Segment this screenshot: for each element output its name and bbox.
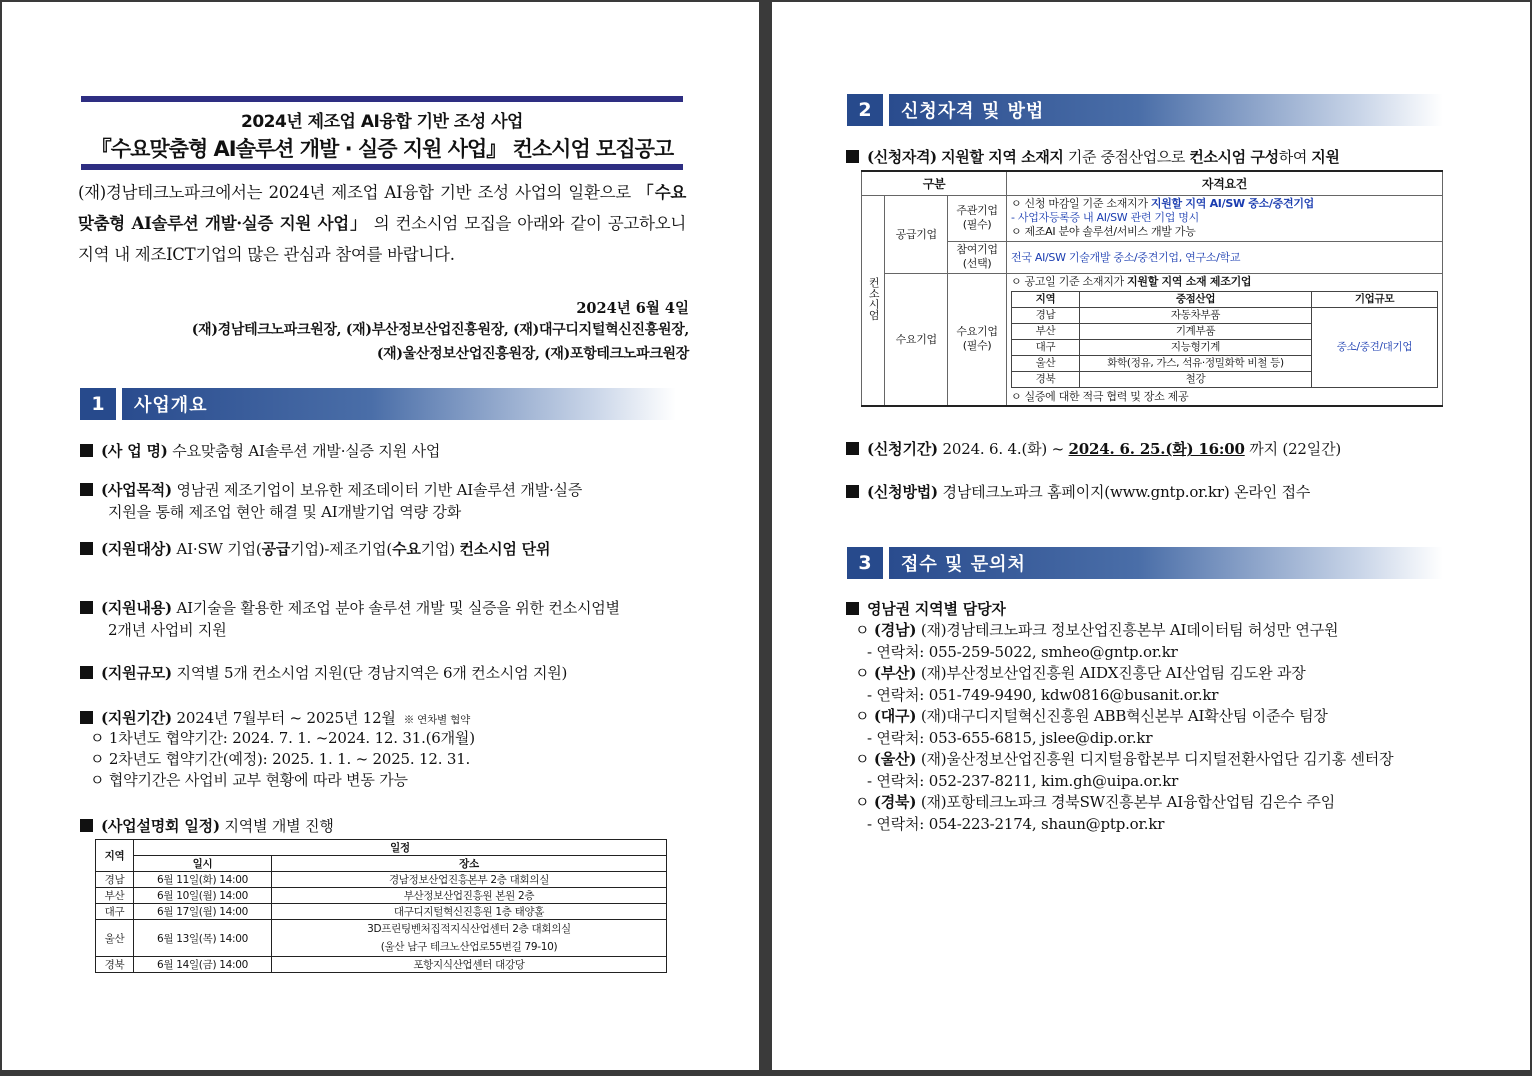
cell-region: 경북: [96, 957, 134, 973]
industry-table: [1011, 291, 1438, 388]
contact-info: - 연락처: 053-655-6815, jslee@dip.or.kr: [867, 728, 1153, 747]
cell-region: 경북: [1012, 371, 1080, 387]
req-text: - 사업자등록증 내 AI/SW 관련 기업 명시: [1011, 211, 1199, 224]
section-3-title: 접수 및 문의처: [889, 547, 1443, 579]
item-text: 수요맞춤형 AI솔루션 개발·실증 지원 사업: [172, 442, 441, 460]
contact-org: (재)포항테크노파크 경북SW진흥본부 AI융합산업팀 김은수 주임: [920, 793, 1336, 811]
deadline-text: 2024. 6. 25.(화) 16:00: [1068, 440, 1245, 458]
item-label: (지원대상): [101, 540, 172, 558]
section-1-number: 1: [80, 388, 116, 420]
list-item: ㅇ (경남) (재)경남테크노파크 정보산업진흥본부 AI데이터팀 허성만 연구원: [855, 621, 1339, 639]
title-top-rule: [81, 96, 683, 102]
qualification-table: [861, 170, 1443, 407]
item-apply-period: [846, 438, 1446, 460]
table-row: [96, 957, 667, 973]
item-project-name: [80, 440, 690, 462]
section-1-header: [80, 388, 676, 420]
inner-col-size: 기업규모: [1312, 291, 1438, 307]
item-label: (신청자격): [867, 148, 937, 166]
col-requirement-header: 자격요건: [1007, 171, 1443, 195]
cell-place: 경남정보산업진흥본부 2층 대회의실: [272, 872, 667, 888]
contact-region: (대구): [873, 707, 917, 725]
item-label: (사 업 명): [101, 442, 168, 460]
cell-region: 울산: [96, 920, 134, 957]
item-text: 2024. 6. 4.(화) ~: [942, 440, 1069, 458]
contact-org: (재)대구디지털혁신진흥원 ABB혁신본부 AI확산팀 이준수 팀장: [920, 707, 1328, 725]
participant-optional: (선택): [962, 257, 992, 270]
cell-place-line1: 3D프린팅벤처집적지식산업센터 2층 대회의실: [367, 923, 571, 935]
table-row: [96, 872, 667, 888]
contact-org: (재)울산정보산업진흥원 디지털융합본부 디지털전환사업단 김기홍 센터장: [920, 750, 1394, 768]
cell-industry: 자동차부품: [1080, 307, 1312, 323]
square-bullet-icon: [80, 483, 93, 496]
participant-requirement: 전국 AI/SW 기술개발 중소/중견기업, 연구소/학교: [1007, 241, 1443, 273]
demand-company-required: (필수): [962, 339, 992, 352]
cell-region: 경남: [96, 872, 134, 888]
item-text: 기업)-제조기업(: [290, 540, 393, 558]
req-text: ㅇ 제조AI 분야 솔루션/서비스 개발 가능: [1011, 225, 1196, 238]
item-text-bold: 컨소시엄 단위: [459, 540, 551, 558]
intro-text-2: 의 컨소시엄 모집을 아래와 같이 공고하오니 지역 내 제조ICT기업의 많은 관심과 참여를 바랍니다.: [78, 214, 686, 264]
briefing-schedule-table: [95, 839, 667, 973]
item-label: (지원기간): [101, 709, 172, 727]
item-apply-method: [846, 481, 1446, 503]
section-2-title: 신청자격 및 방법: [889, 94, 1443, 126]
item-briefing: [80, 815, 690, 837]
list-item: ㅇ (울산) (재)울산정보산업진흥원 디지털융합본부 디지털전환사업단 김기홍 센터장: [855, 750, 1394, 768]
list-item: ㅇ (대구) (재)대구디지털혁신진흥원 ABB혁신본부 AI확산팀 이준수 팀장: [855, 707, 1328, 725]
cell-datetime: 6월 14일(금) 14:00: [134, 957, 272, 973]
item-target: [80, 538, 690, 560]
square-bullet-icon: [80, 666, 93, 679]
cell-place: 대구디지털혁신진흥원 1층 태양홀: [272, 904, 667, 920]
cell-industry: 지능형기계: [1080, 339, 1312, 355]
contact-region: (경북): [873, 793, 917, 811]
intro-text-1: (재)경남테크노파크에서는 2024년 제조업 AI융합 기반 조성 사업의 일환으로: [78, 183, 631, 202]
section-2-number: 2: [847, 94, 883, 126]
req-text: ㅇ 공고일 기준 소재지가: [1011, 274, 1128, 288]
demand-company-text: 수요기업: [956, 325, 998, 338]
cell-datetime: 6월 13일(목) 14:00: [134, 920, 272, 957]
item-text: 지역별 5개 컨소시엄 지원(단 경남지역은 6개 컨소시엄 지원): [176, 664, 568, 682]
item-text: AI·SW 기업(: [176, 540, 262, 558]
cell-region: 울산: [1012, 355, 1080, 371]
cell-datetime: 6월 11일(화) 14:00: [134, 872, 272, 888]
cell-region: 대구: [96, 904, 134, 920]
cell-industry: 철강: [1080, 371, 1312, 387]
square-bullet-icon: [80, 601, 93, 614]
cell-place: 포항지식산업센터 대강당: [272, 957, 667, 973]
item-text-cont: 2개년 사업비 지원: [108, 621, 227, 639]
item-text-bold: 컨소시엄 구성: [1189, 148, 1279, 166]
list-item: ㅇ (경북) (재)포항테크노파크 경북SW진흥본부 AI융합산업팀 김은수 주임: [855, 793, 1336, 811]
contact-info: - 연락처: 051-749-9490, kdw0816@busanit.or.kr: [867, 685, 1219, 704]
demand-company-label: [948, 273, 1007, 406]
item-text-cont: 지원을 통해 제조업 현안 해결 및 AI개발기업 역량 강화: [108, 503, 461, 521]
section-2-header: [847, 94, 1443, 126]
doc-title-line1: 2024년 제조업 AI융합 기반 조성 사업: [241, 112, 523, 132]
item-label: (신청기간): [867, 440, 938, 458]
contact-info: - 연락처: 054-223-2174, shaun@ptp.or.kr: [867, 814, 1165, 833]
item-label: (사업설명회 일정): [101, 817, 220, 835]
col-region-header: 지역: [96, 840, 134, 872]
contact-info: - 연락처: 055-259-5022, smheo@gntp.or.kr: [867, 642, 1178, 661]
notice-signatories: [192, 318, 689, 366]
list-item: ㅇ (부산) (재)부산정보산업진흥원 AIDX진흥단 AI산업팀 김도완 과장: [855, 664, 1306, 682]
item-scale: [80, 662, 690, 684]
main-company-required: (필수): [962, 218, 992, 231]
item-label: (사업목적): [101, 481, 172, 499]
consortium-text: 컨소시엄: [867, 276, 881, 320]
table-row: [96, 904, 667, 920]
item-text-bold: 지원할 지역 소재지: [941, 148, 1064, 166]
cell-datetime: 6월 10일(월) 14:00: [134, 888, 272, 904]
item-text-bold: 공급: [261, 540, 291, 558]
section-3-number: 3: [847, 547, 883, 579]
item-text: 영남권 제조기업이 보유한 제조데이터 기반 AI솔루션 개발·실증: [176, 481, 583, 499]
square-bullet-icon: [80, 711, 93, 724]
doc-title-line2: 『수요맞춤형 AI솔루션 개발 · 실증 지원 사업』 컨소시엄 모집공고: [90, 137, 674, 161]
item-text: 기업): [420, 540, 455, 558]
cell-industry: 기계부품: [1080, 323, 1312, 339]
demand-label: 수요기업: [885, 273, 948, 406]
cell-industry: 화학(정유, 가스, 석유·정밀화학 비철 등): [1080, 355, 1312, 371]
section-1-title: 사업개요: [122, 388, 676, 420]
period-sub-2: ㅇ 2차년도 협약기간(예정): 2025. 1. 1. ~ 2025. 12. 31.: [90, 750, 471, 768]
item-text: 기준 중점산업으로: [1067, 148, 1185, 166]
table-row: [96, 920, 667, 957]
square-bullet-icon: [80, 444, 93, 457]
square-bullet-icon: [846, 150, 859, 163]
period-sub-3: ㅇ 협약기간은 사업비 교부 현황에 따라 변동 가능: [90, 771, 408, 789]
main-company-label: [948, 195, 1007, 241]
inner-col-industry: 중점산업: [1080, 291, 1312, 307]
req-text: ㅇ 신청 마감일 기준 소재지가: [1011, 197, 1151, 210]
square-bullet-icon: [846, 485, 859, 498]
col-place-header: 장소: [272, 856, 667, 872]
col-class-header: 구분: [862, 171, 1007, 195]
item-label: (지원규모): [101, 664, 172, 682]
col-datetime-header: 일시: [134, 856, 272, 872]
contact-region: (울산): [873, 750, 917, 768]
contact-org: (재)경남테크노파크 정보산업진흥본부 AI데이터팀 허성만 연구원: [920, 621, 1339, 639]
cell-region: 부산: [1012, 323, 1080, 339]
req-highlight: 지원할 지역 소재 제조기업: [1127, 274, 1252, 288]
cell-datetime: 6월 17일(월) 14:00: [134, 904, 272, 920]
item-text: 경남테크노파크 홈페이지(www.gntp.or.kr) 온라인 접수: [942, 483, 1311, 501]
contact-list: [855, 620, 1455, 835]
participant-text: 참여기업: [956, 243, 998, 256]
item-label: (신청방법): [867, 483, 938, 501]
item-text: 하여: [1278, 148, 1307, 166]
contact-info: - 연락처: 052-237-8211, kim.gh@uipa.or.kr: [867, 771, 1179, 790]
main-company-requirements: [1007, 195, 1443, 241]
cell-size: 중소/중견/대기업: [1312, 307, 1438, 387]
item-text: 지역별 개별 진행: [224, 817, 334, 835]
signatories-line2: (재)울산정보산업진흥원장, (재)포항테크노파크원장: [376, 346, 689, 362]
contact-region: (경남): [873, 621, 917, 639]
contact-region: (부산): [873, 664, 917, 682]
table-row: [1012, 307, 1438, 323]
square-bullet-icon: [80, 542, 93, 555]
req-text: ㅇ 실증에 대한 적극 협력 및 장소 제공: [1011, 389, 1189, 403]
cell-place-line2: (울산 남구 테크노산업로55번길 79-10): [380, 941, 558, 953]
item-label: (지원내용): [101, 599, 172, 617]
supply-label: 공급기업: [885, 195, 948, 273]
notice-date: 2024년 6월 4일: [576, 300, 689, 317]
period-sub-1: ㅇ 1차년도 협약기간: 2024. 7. 1. ~2024. 12. 31.(6개월): [90, 729, 475, 747]
item-note: ※ 연차별 협약: [403, 714, 471, 726]
item-text-bold: 수요: [392, 540, 421, 558]
item-text: 2024년 7월부터 ~ 2025년 12월: [176, 709, 396, 727]
cell-region: 대구: [1012, 339, 1080, 355]
col-schedule-header: 일정: [134, 840, 667, 856]
title-bottom-rule: [81, 164, 683, 170]
square-bullet-icon: [80, 819, 93, 832]
cell-region: 부산: [96, 888, 134, 904]
item-qualification: [846, 146, 1446, 168]
main-company-text: 주관기업: [956, 204, 998, 217]
contact-org: (재)부산정보산업진흥원 AIDX진흥단 AI산업팀 김도완 과장: [920, 664, 1306, 682]
section-3-header: [847, 547, 1443, 579]
participant-label: [948, 241, 1007, 273]
consortium-label: [862, 195, 885, 406]
cell-place: [272, 920, 667, 957]
intro-text-bold: 「수요맞춤형 AI솔루션 개발·실증 지원 사업」: [78, 183, 687, 233]
cell-place: 부산정보산업진흥원 본원 2층: [272, 888, 667, 904]
item-text: AI기술을 활용한 제조업 분야 솔루션 개발 및 실증을 위한 컨소시엄별: [176, 599, 620, 617]
req-highlight: 지원할 지역 AI/SW 중소/중견기업: [1150, 197, 1314, 210]
demand-requirements: [1007, 273, 1443, 406]
item-purpose: [80, 479, 690, 523]
contacts-heading: [846, 598, 1446, 620]
square-bullet-icon: [846, 442, 859, 455]
item-text: 까지 (22일간): [1244, 440, 1342, 458]
contacts-heading-text: 영남권 지역별 담당자: [867, 600, 1006, 618]
cell-region: 경남: [1012, 307, 1080, 323]
square-bullet-icon: [846, 602, 859, 615]
inner-col-region: 지역: [1012, 291, 1080, 307]
item-content: [80, 597, 690, 641]
signatories-line1: (재)경남테크노파크원장, (재)부산정보산업진흥원장, (재)대구디지털혁신진흥원장,: [191, 322, 689, 338]
table-row: [96, 888, 667, 904]
item-text-bold: 지원: [1311, 148, 1340, 166]
intro-paragraph: [78, 177, 686, 270]
